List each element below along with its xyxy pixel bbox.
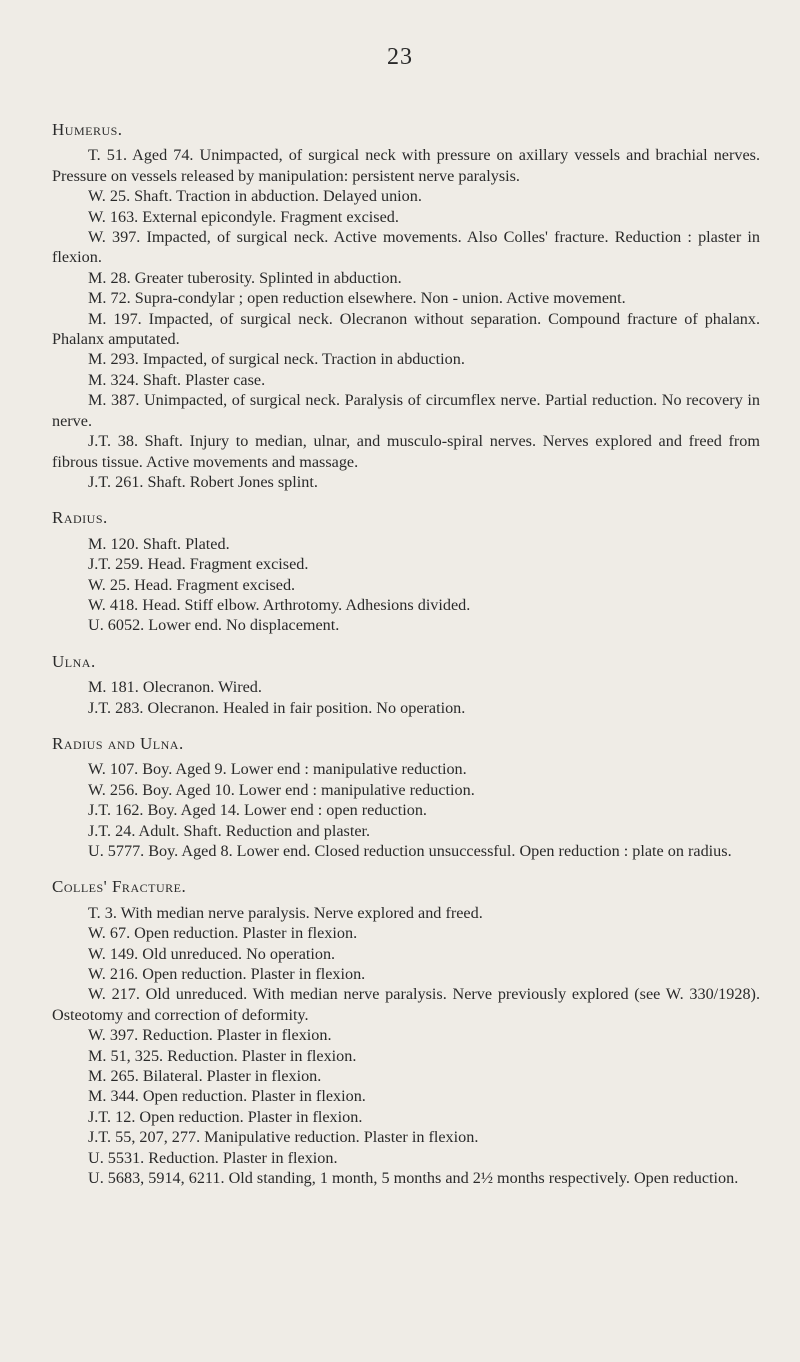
- section-gap: [52, 861, 760, 877]
- case-entry: M. 181. Olecranon. Wired.: [88, 678, 262, 697]
- case-entry: W. 107. Boy. Aged 9. Lower end : manipulative reduction.: [88, 760, 467, 779]
- case-entry: U. 5531. Reduction. Plaster in flexion.: [88, 1148, 338, 1167]
- section-heading: Humerus.: [52, 120, 123, 139]
- case-entry: W. 418. Head. Stiff elbow. Arthrotomy. Adhesions divided.: [88, 595, 471, 614]
- section-humerus: [52, 120, 760, 492]
- case-entry: U. 6052. Lower end. No displacement.: [88, 616, 340, 635]
- section-heading: Radius.: [52, 508, 108, 528]
- case-entry: U. 5683, 5914, 6211. Old standing, 1 month, 5 months and 2½ months respectively. Open reduction.: [88, 1169, 739, 1188]
- case-entry: J.T. 259. Head. Fragment excised.: [88, 555, 309, 574]
- case-entry: M. 387. Unimpacted, of surgical neck. Paralysis of circumflex nerve. Partial reduction. No recovery in nerve.: [52, 391, 760, 430]
- case-entry: J.T. 283. Olecranon. Healed in fair position. No operation.: [88, 698, 466, 717]
- case-entry: W. 397. Impacted, of surgical neck. Active movements. Also Colles' fracture. Reduction : plaster in flexion.: [52, 228, 760, 267]
- case-entry: J.T. 55, 207, 277. Manipulative reduction. Plaster in flexion.: [88, 1128, 479, 1147]
- case-entry: W. 216. Open reduction. Plaster in flexion.: [88, 965, 366, 984]
- case-entry: W. 25. Head. Fragment excised.: [88, 575, 296, 594]
- page-number: 23: [387, 44, 413, 70]
- case-entry: T. 3. With median nerve paralysis. Nerve explored and freed.: [88, 903, 483, 922]
- case-entry: J.T. 24. Adult. Shaft. Reduction and plaster.: [88, 821, 371, 840]
- case-entry: W. 67. Open reduction. Plaster in flexion.: [88, 924, 358, 943]
- case-entry: J.T. 12. Open reduction. Plaster in flexion.: [88, 1107, 363, 1126]
- case-entry: J.T. 261. Shaft. Robert Jones splint.: [88, 472, 318, 491]
- section-gap: [52, 636, 760, 652]
- section-radius-and-ulna: [52, 734, 760, 861]
- case-entry: W. 217. Old unreduced. With median nerve paralysis. Nerve previously explored (see W. 330/1928). Osteotomy and correction of deformity.: [52, 985, 760, 1024]
- case-entry: M. 72. Supra-condylar ; open reduction elsewhere. Non - union. Active movement.: [88, 289, 626, 308]
- case-entry: M. 265. Bilateral. Plaster in flexion.: [88, 1067, 322, 1086]
- section-radius: [52, 508, 760, 635]
- section-ulna: [52, 652, 760, 718]
- case-entry: J.T. 162. Boy. Aged 14. Lower end : open reduction.: [88, 801, 427, 820]
- section-gap: [52, 718, 760, 734]
- case-entry: W. 149. Old unreduced. No operation.: [88, 944, 336, 963]
- section-heading: Radius and Ulna.: [52, 733, 184, 753]
- case-entry: M. 120. Shaft. Plated.: [88, 534, 230, 553]
- case-entry: W. 256. Boy. Aged 10. Lower end : manipulative reduction.: [88, 780, 475, 799]
- case-entry: W. 397. Reduction. Plaster in flexion.: [88, 1026, 332, 1045]
- case-entry: M. 197. Impacted, of surgical neck. Olecranon without separation. Compound fracture of phalanx. Phalanx amputated.: [52, 309, 760, 349]
- case-entry: M. 293. Impacted, of surgical neck. Traction in abduction.: [88, 350, 465, 369]
- case-entry: T. 51. Aged 74. Unimpacted, of surgical neck with pressure on axillary vessels and brachial nerves. Pressure on vessels released by manipulation: persistent nerve paralysis.: [52, 146, 760, 185]
- case-entry: W. 163. External epicondyle. Fragment excised.: [88, 207, 399, 226]
- case-entry: M. 28. Greater tuberosity. Splinted in abduction.: [88, 268, 402, 287]
- case-entry: W. 25. Shaft. Traction in abduction. Delayed union.: [88, 187, 422, 206]
- case-entry: M. 344. Open reduction. Plaster in flexion.: [88, 1087, 366, 1106]
- case-entry: J.T. 38. Shaft. Injury to median, ulnar, and musculo-spiral nerves. Nerves explored and freed from fibrous tissue. Active movements and massage.: [52, 432, 760, 471]
- section-heading: Ulna.: [52, 651, 96, 671]
- case-entry: M. 324. Shaft. Plaster case.: [88, 370, 266, 389]
- section-colles-fracture: [52, 877, 760, 1188]
- case-entry: M. 51, 325. Reduction. Plaster in flexion.: [88, 1046, 357, 1065]
- page-content: [52, 120, 760, 1189]
- case-entry: U. 5777. Boy. Aged 8. Lower end. Closed reduction unsuccessful. Open reduction : plate on radius.: [88, 842, 732, 860]
- section-gap: [52, 492, 760, 508]
- section-heading: Colles' Fracture.: [52, 877, 187, 897]
